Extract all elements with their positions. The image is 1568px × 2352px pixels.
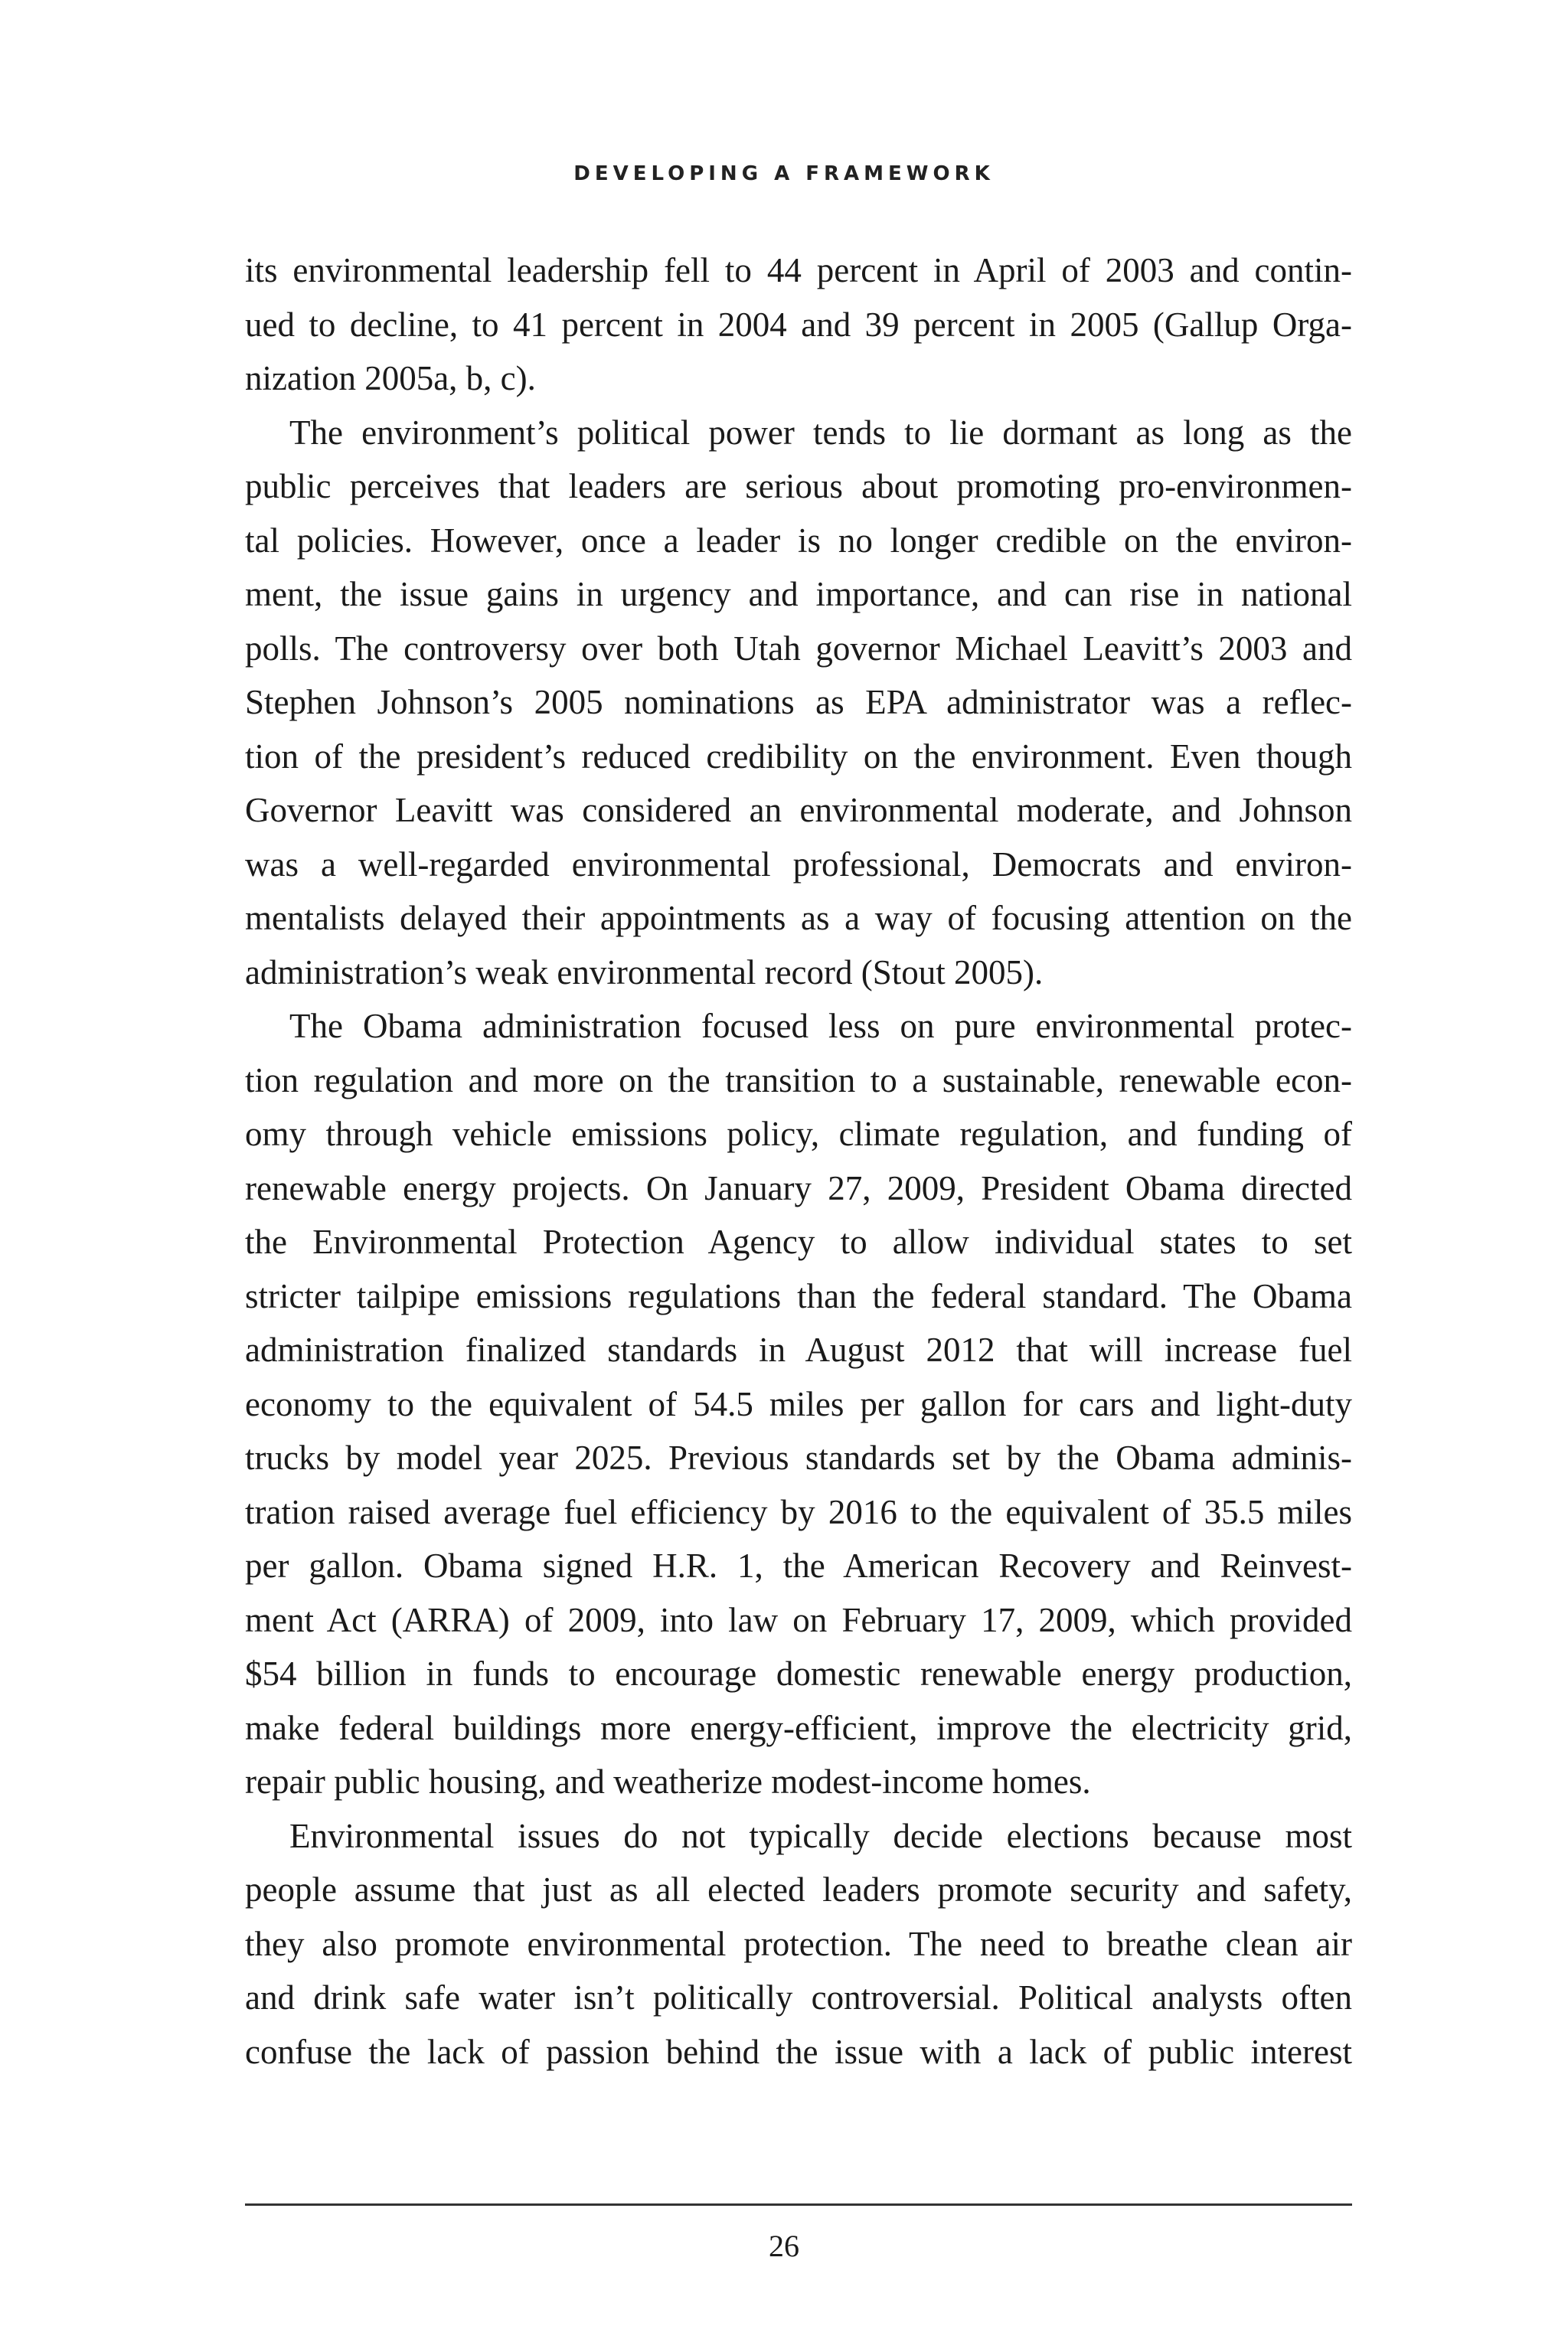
text-line: polls. The controversy over both Utah governor Michael Leavitt’s 2003 and (245, 629, 1352, 668)
text-line: tion of the president’s reduced credibility on the environment. Even though (245, 737, 1352, 776)
page-number: 26 (769, 2229, 799, 2263)
running-head: DEVELOPING A FRAMEWORK (573, 162, 995, 185)
text-line: mentalists delayed their appointments as a way of focusing attention on the (245, 899, 1352, 937)
text-line: Governor Leavitt was considered an environmental moderate, and Johnson (245, 791, 1352, 829)
text-line: ment, the issue gains in urgency and importance, and can rise in national (245, 575, 1352, 613)
text-line: tal policies. However, once a leader is no longer credible on the environ- (245, 521, 1352, 560)
text-line: trucks by model year 2025. Previous standards set by the Obama adminis- (245, 1439, 1352, 1477)
text-line: confuse the lack of passion behind the issue with a lack of public interest (245, 2032, 1352, 2071)
paragraph (245, 406, 1352, 1000)
text-line: omy through vehicle emissions policy, climate regulation, and funding of (245, 1115, 1352, 1153)
text-line: its environmental leadership fell to 44 percent in April of 2003 and contin- (245, 251, 1352, 289)
text-line: was a well-regarded environmental professional, Democrats and environ- (245, 844, 1352, 884)
text-line: administration finalized standards in August 2012 that will increase fuel (245, 1331, 1352, 1369)
text-line: The environment’s political power tends to lie dormant as long as the (289, 413, 1352, 452)
text-line: renewable energy projects. On January 27, 2009, President Obama directed (245, 1168, 1352, 1207)
text-line: The Obama administration focused less on pure environmental protec- (289, 1007, 1352, 1045)
paragraph (245, 243, 1352, 406)
text-line: make federal buildings more energy-efficient, improve the electricity grid, (245, 1708, 1352, 1747)
text-line: Stephen Johnson’s 2005 nominations as EPA administrator was a reflec- (245, 683, 1352, 721)
text-line: people assume that just as all elected leaders promote security and safety, (245, 1870, 1352, 1909)
body-text (245, 243, 1352, 2079)
text-line: stricter tailpipe emissions regulations than the federal standard. The Obama (245, 1276, 1352, 1315)
text-line: ment Act (ARRA) of 2009, into law on February 17, 2009, which provided (245, 1600, 1352, 1639)
paragraph (245, 999, 1352, 1809)
text-line: repair public housing, and weatherize modest-income homes. (245, 1762, 1091, 1801)
text-line: economy to the equivalent of 54.5 miles per gallon for cars and light-duty (245, 1384, 1352, 1423)
text-line: tration raised average fuel efficiency by 2016 to the equivalent of 35.5 miles (245, 1492, 1352, 1531)
text-line: and drink safe water isn’t politically controversial. Political analysts often (245, 1978, 1352, 2017)
text-line: they also promote environmental protection. The need to breathe clean air (245, 1924, 1352, 1963)
text-line: administration’s weak environmental record (Stout 2005). (245, 952, 1044, 991)
text-line: public perceives that leaders are serious about promoting pro-environmen- (245, 467, 1352, 505)
text-line: per gallon. Obama signed H.R. 1, the American Recovery and Reinvest- (245, 1547, 1352, 1585)
text-line: $54 billion in funds to encourage domestic renewable energy production, (245, 1655, 1352, 1693)
paragraph (245, 1809, 1352, 2079)
text-line: the Environmental Protection Agency to allow individual states to set (245, 1223, 1352, 1261)
text-line: ued to decline, to 41 percent in 2004 and 39 percent in 2005 (Gallup Orga- (245, 305, 1352, 344)
text-line: nization 2005a, b, c). (245, 359, 536, 397)
text-line: Environmental issues do not typically decide elections because most (289, 1816, 1352, 1855)
footer-rule (245, 2203, 1352, 2206)
text-line: tion regulation and more on the transition to a sustainable, renewable econ- (245, 1060, 1352, 1099)
